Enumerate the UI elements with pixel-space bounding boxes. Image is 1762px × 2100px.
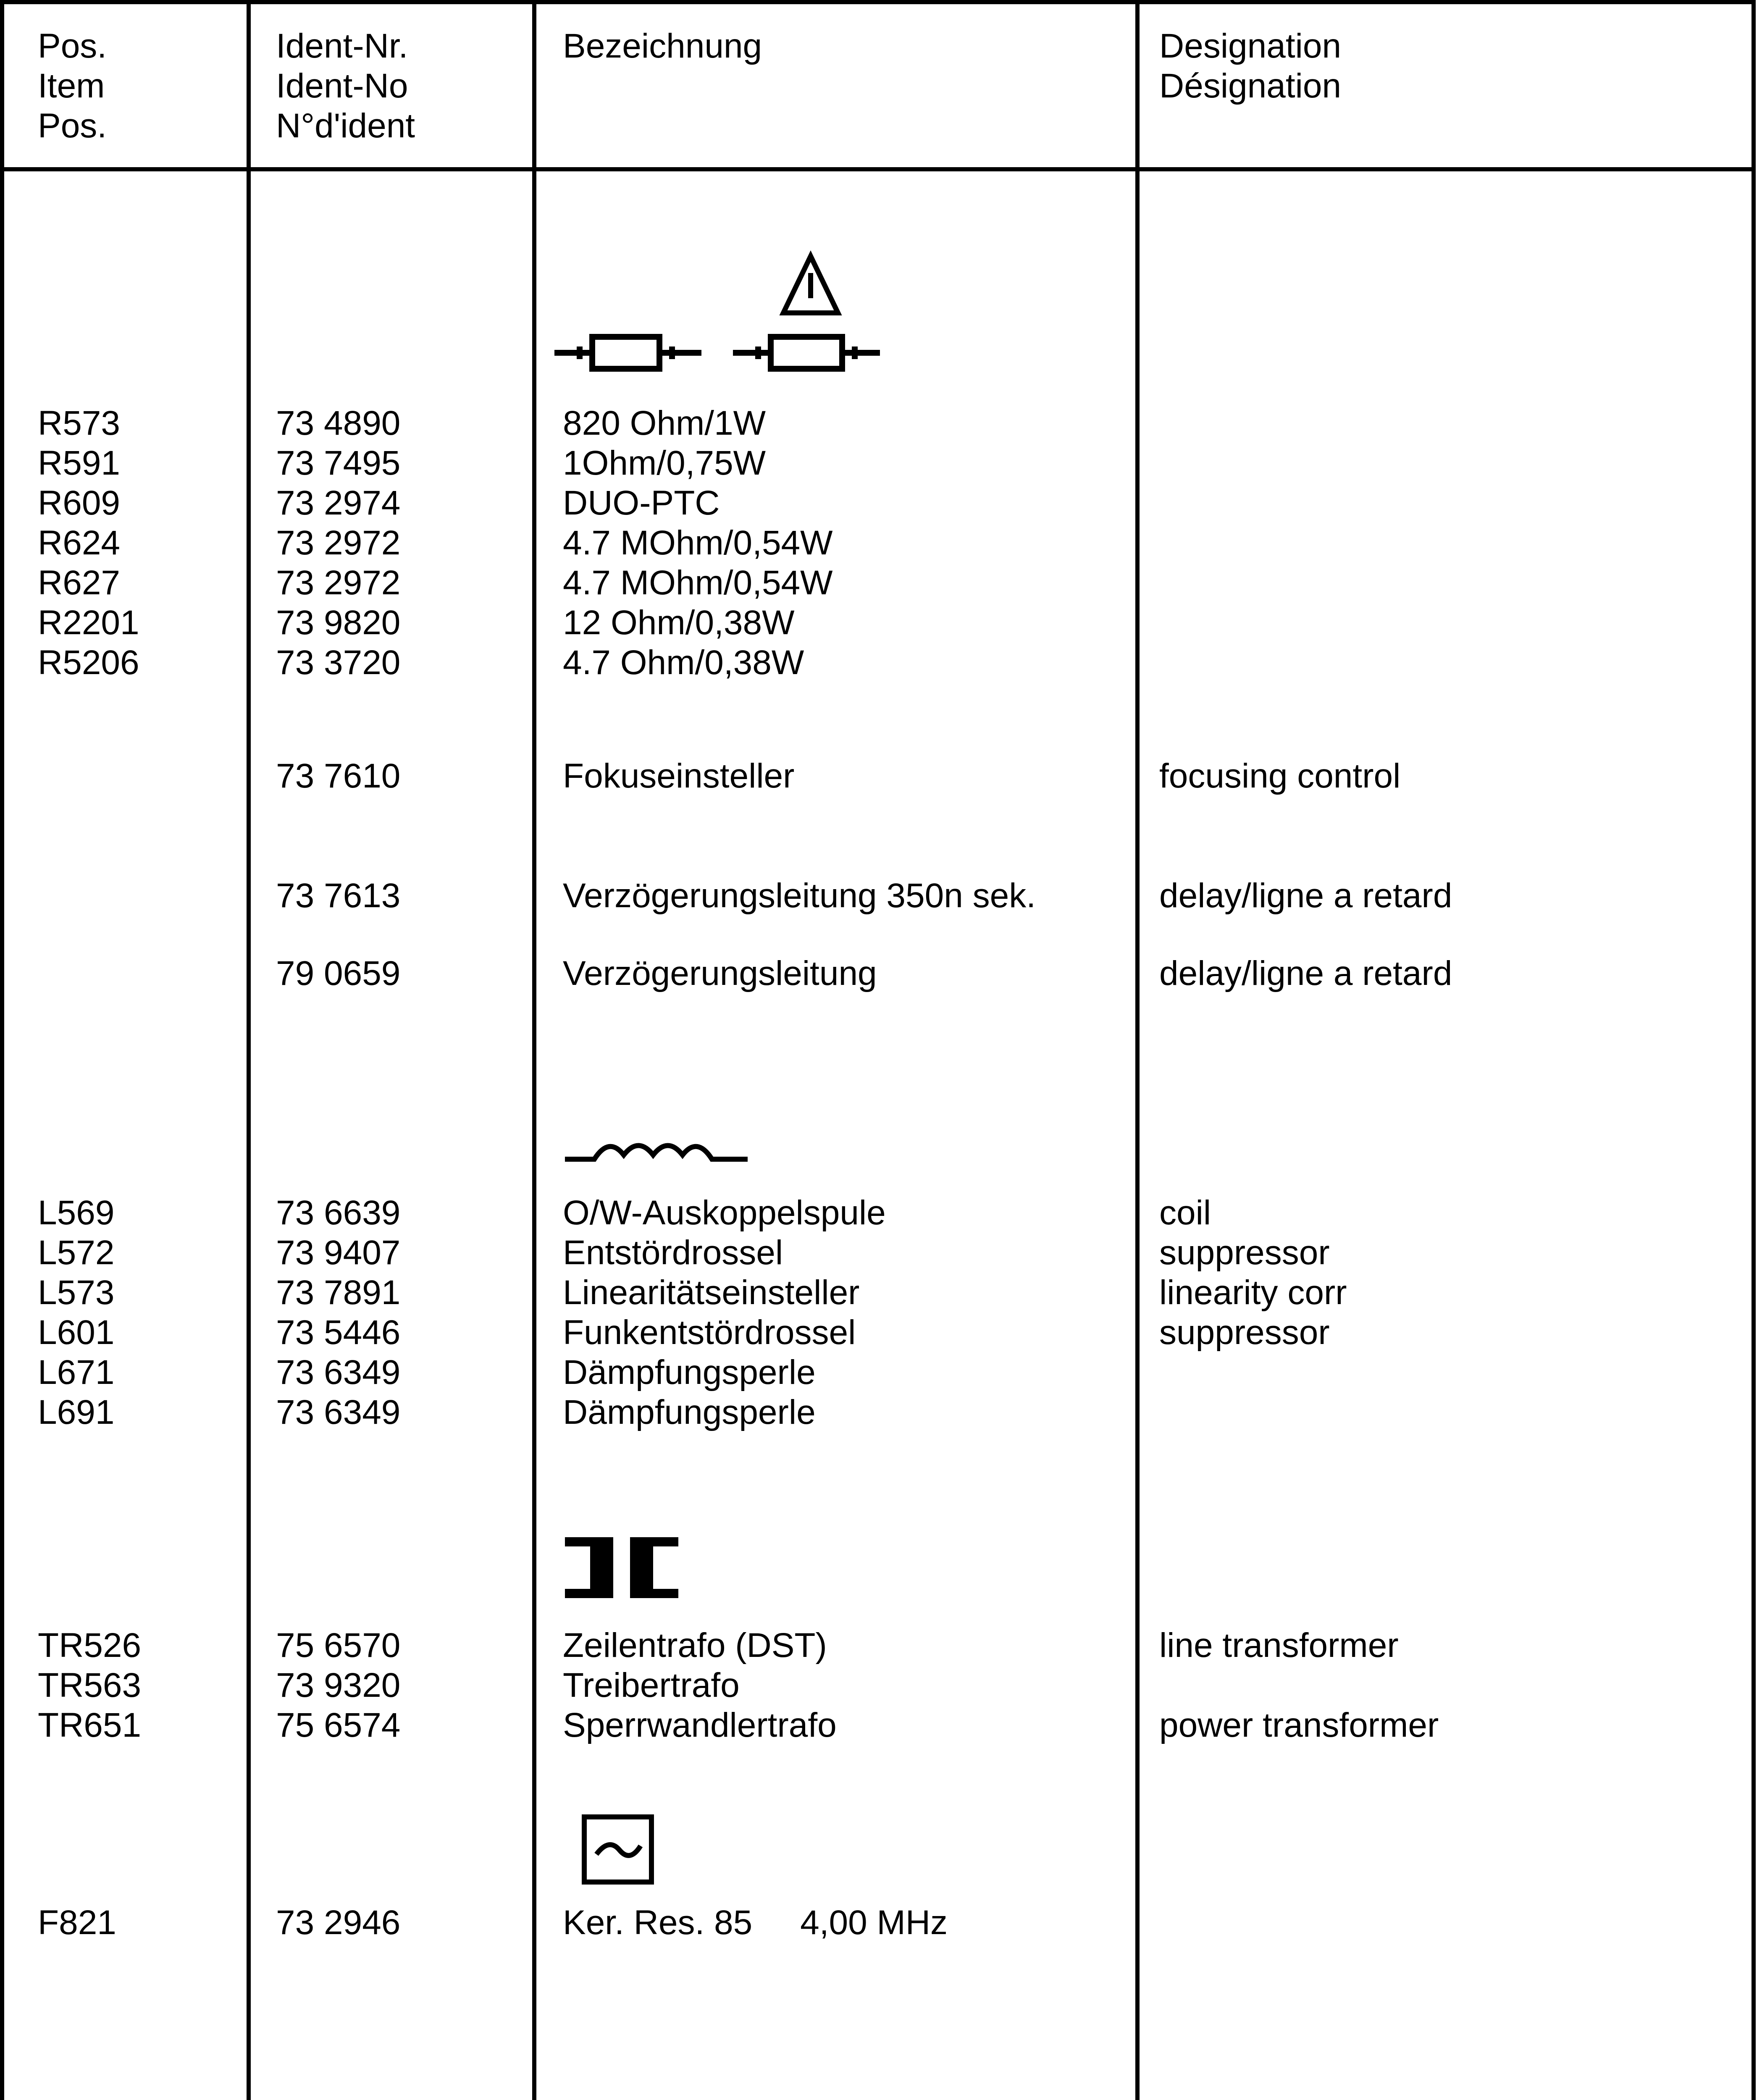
- ident-cell: 73 2972: [276, 564, 401, 602]
- pos-cell: TR651: [38, 1706, 142, 1744]
- bezeichnung-cell: Funkentstördrossel: [563, 1313, 856, 1352]
- bezeichnung-cell: 4.7 Ohm/0,38W: [563, 643, 804, 682]
- pos-cell: L572: [38, 1234, 115, 1272]
- bezeichnung-cell: Entstördrossel: [563, 1234, 783, 1272]
- bezeichnung-cell: 4.7 MOhm/0,54W: [563, 524, 833, 562]
- ident-cell: 73 2972: [276, 524, 401, 562]
- pos-cell: R5206: [38, 643, 139, 682]
- bezeichnung-cell: 4.7 MOhm/0,54W: [563, 564, 833, 602]
- pos-cell: TR526: [38, 1626, 142, 1664]
- bezeichnung-cell: 820 Ohm/1W: [563, 404, 766, 442]
- bezeichnung-cell: Treibertrafo: [563, 1666, 740, 1704]
- resistor-icon: [554, 328, 706, 378]
- bezeichnung-cell: Fokuseinsteller: [563, 757, 795, 795]
- header-pos: Pos. Item Pos.: [38, 27, 107, 145]
- bezeichnung-cell: O/W-Auskoppelspule: [563, 1194, 886, 1232]
- safety-resistor-icon: [733, 248, 884, 378]
- ident-cell: 73 7495: [276, 444, 401, 482]
- ident-cell: 75 6574: [276, 1706, 401, 1744]
- bezeichnung-cell: Verzögerungsleitung 350n sek.: [563, 877, 1036, 915]
- ident-cell: 73 9407: [276, 1234, 401, 1272]
- header-divider: [0, 167, 1756, 171]
- ident-cell: 73 5446: [276, 1313, 401, 1352]
- designation-cell: suppressor: [1159, 1234, 1330, 1272]
- designation-cell: focusing control: [1159, 757, 1401, 795]
- table-border-left: [0, 0, 4, 2100]
- ident-cell: 73 4890: [276, 404, 401, 442]
- designation-cell: line transformer: [1159, 1626, 1399, 1664]
- ident-cell: 79 0659: [276, 954, 401, 992]
- pos-cell: F821: [38, 1903, 116, 1942]
- ident-cell: 73 2946: [276, 1903, 401, 1942]
- inductor-icon: [565, 1132, 750, 1166]
- designation-cell: power transformer: [1159, 1706, 1439, 1744]
- designation-cell: delay/ligne a retard: [1159, 954, 1452, 992]
- bezeichnung-cell: Ker. Res. 85 4,00 MHz: [563, 1903, 948, 1942]
- column-divider-3: [1135, 0, 1140, 2100]
- ident-cell: 75 6570: [276, 1626, 401, 1664]
- table-border-right: [1751, 0, 1756, 2100]
- bezeichnung-cell: Verzögerungsleitung: [563, 954, 877, 992]
- pos-cell: L601: [38, 1313, 115, 1352]
- ident-cell: 73 3720: [276, 643, 401, 682]
- pos-cell: L569: [38, 1194, 115, 1232]
- pos-cell: L671: [38, 1353, 115, 1391]
- bezeichnung-cell: Sperrwandlertrafo: [563, 1706, 837, 1744]
- pos-cell: L573: [38, 1273, 115, 1312]
- ident-cell: 73 6349: [276, 1393, 401, 1431]
- bezeichnung-cell: 1Ohm/0,75W: [563, 444, 766, 482]
- designation-cell: delay/ligne a retard: [1159, 877, 1452, 915]
- ident-cell: 73 7613: [276, 877, 401, 915]
- column-divider-1: [247, 0, 251, 2100]
- ident-cell: 73 9820: [276, 604, 401, 642]
- pos-cell: L691: [38, 1393, 115, 1431]
- pos-cell: R573: [38, 404, 121, 442]
- column-divider-2: [532, 0, 536, 2100]
- header-designation: Designation Désignation: [1159, 27, 1342, 105]
- pos-cell: R609: [38, 484, 121, 522]
- pos-cell: R2201: [38, 604, 139, 642]
- pos-cell: TR563: [38, 1666, 142, 1704]
- pos-cell: R627: [38, 564, 121, 602]
- header-bezeichnung: Bezeichnung: [563, 27, 762, 65]
- designation-cell: coil: [1159, 1194, 1211, 1232]
- designation-cell: linearity corr: [1159, 1273, 1347, 1312]
- ident-cell: 73 7891: [276, 1273, 401, 1312]
- bezeichnung-cell: 12 Ohm/0,38W: [563, 604, 795, 642]
- transformer-icon: [565, 1537, 687, 1598]
- ident-cell: 73 6349: [276, 1353, 401, 1391]
- designation-cell: suppressor: [1159, 1313, 1330, 1352]
- ident-cell: 73 6639: [276, 1194, 401, 1232]
- header-ident: Ident-Nr. Ident-No N°d'ident: [276, 27, 415, 145]
- ident-cell: 73 9320: [276, 1666, 401, 1704]
- pos-cell: R624: [38, 524, 121, 562]
- table-border-top: [0, 0, 1756, 4]
- bezeichnung-cell: Dämpfungsperle: [563, 1393, 816, 1431]
- pos-cell: R591: [38, 444, 121, 482]
- bezeichnung-cell: DUO-PTC: [563, 484, 720, 522]
- ident-cell: 73 2974: [276, 484, 401, 522]
- bezeichnung-cell: Zeilentrafo (DST): [563, 1626, 827, 1664]
- ident-cell: 73 7610: [276, 757, 401, 795]
- bezeichnung-cell: Linearitätseinsteller: [563, 1273, 860, 1312]
- bezeichnung-cell: Dämpfungsperle: [563, 1353, 816, 1391]
- ceramic-resonator-icon: [582, 1814, 657, 1886]
